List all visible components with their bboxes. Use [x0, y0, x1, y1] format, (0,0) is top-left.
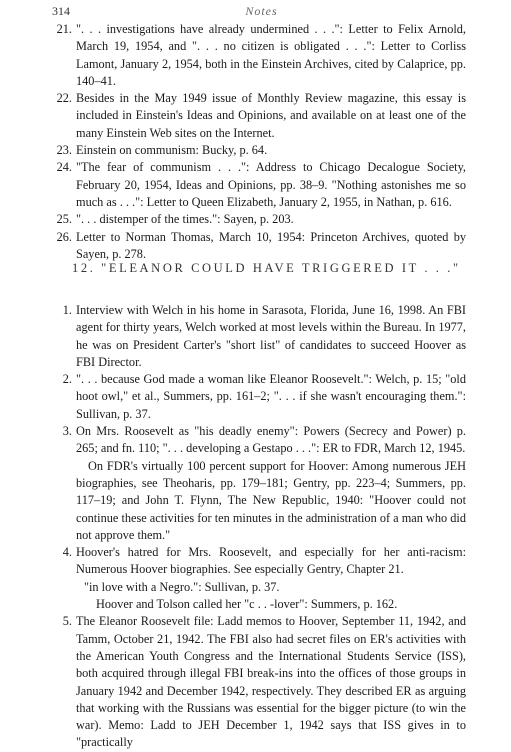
- note-text: ". . . distemper of the times.": Sayen, p. 203.: [76, 212, 294, 227]
- note-item: [52, 21, 466, 90]
- note-number: 5.: [62, 614, 72, 629]
- note-text: On Mrs. Roosevelt as "his deadly enemy": Powers (Secrecy and Power) p. 265; and fn. 110; ". . . developing a Gestapo . . .": ER to FDR, March 12, 1945.: [76, 424, 466, 456]
- note-item: [52, 613, 466, 751]
- note-text: "The fear of communism . . .": Address to Chicago Decalogue Society, February 20, 1954, Ideas and Opinions, pp. 38–9. "Nothing astonishes me so much as . . .": Letter to Queen Elizabeth, January 2, 1955, in Nathan, p. 616.: [76, 160, 466, 209]
- note-paragraph: On FDR's virtually 100 percent support for Hoover: Among numerous JEH biographies, see Theoharis, pp. 179–181; Gentry, pp. 223–4; Summers, pp. 117–19; and John T. Flynn, The New Republic, 1940: "Hoover could not continue these activities for ten minutes in the administration of a man who did not approve them.": [76, 458, 466, 542]
- running-title: Notes: [245, 4, 278, 18]
- note-text: Interview with Welch in his home in Sarasota, Florida, June 16, 1998. An FBI agent for thirty years, Welch worked at most levels within the Bureau. In 1977, he was on President Carter's "short list" of candidates to succeed Hoover as FBI Director.: [76, 303, 466, 369]
- note-item: [52, 544, 466, 613]
- note-number: 22.: [56, 91, 72, 106]
- note-text: Letter to Norman Thomas, March 10, 1954: Princeton Archives, quoted by Sayen, p. 278.: [76, 229, 466, 261]
- note-paragraph: "in love with a Negro.": Sullivan, p. 37.: [84, 579, 280, 594]
- note-item: [52, 159, 466, 211]
- note-item: [52, 211, 466, 228]
- note-number: 24.: [56, 160, 72, 175]
- note-number: 23.: [56, 143, 72, 158]
- note-item: [52, 302, 466, 371]
- note-paragraph: Hoover and Tolson called her "c . . -lover": Summers, p. 162.: [96, 597, 398, 612]
- note-item: [52, 90, 466, 142]
- notes-list-previous-chapter: [52, 21, 466, 263]
- note-number: 26.: [56, 229, 72, 244]
- note-number: 25.: [56, 212, 72, 227]
- note-number: 2.: [62, 372, 72, 387]
- note-text: ". . . investigations have already undermined . . .": Letter to Felix Arnold, March 19, 1954, and ". . . no citizen is obligated . . .": Letter to Corliss Lamont, January 2, 1954, both in the Einstein Archives, cited by Calaprice, pp. 140–41.: [76, 22, 466, 88]
- note-number: 3.: [62, 424, 72, 439]
- note-item: [52, 229, 466, 264]
- note-item: [52, 142, 466, 159]
- page-header: [52, 4, 471, 20]
- page-number: 314: [52, 4, 70, 18]
- note-number: 4.: [62, 545, 72, 560]
- note-text: Hoover's hatred for Mrs. Roosevelt, and especially for her anti-racism: Numerous Hoover biographies. See especially Gentry, Chapter 21.: [76, 545, 466, 577]
- note-text: Besides in the May 1949 issue of Monthly Review magazine, this essay is included in Einstein's Ideas and Opinions, and available on at least one of the many Einstein Web sites on the Internet.: [76, 91, 466, 140]
- note-item: [52, 371, 466, 423]
- notes-list-chapter-12: [52, 302, 466, 752]
- chapter-heading: 12. "ELEANOR COULD HAVE TRIGGERED IT . . .": [72, 261, 461, 275]
- note-number: 21.: [56, 22, 72, 36]
- note-text: ". . . because God made a woman like Eleanor Roosevelt.": Welch, p. 15; "old hoot owl," et al., Summers, pp. 161–2; ". . . if she wasn't encouraging them.": Sullivan, p. 37.: [76, 372, 466, 421]
- note-text: Einstein on communism: Bucky, p. 64.: [76, 143, 268, 158]
- note-text: The Eleanor Roosevelt file: Ladd memos to Hoover, September 11, 1942, and Tamm, October 21, 1942. The FBI also had secret files on ER's activities with the American Youth Congress and the International Students Service (ISS), both acquired through illegal FBI break-ins into the offices of those groups in January 1942 and December 1942, respectively. They described ER as arguing that working with the Russians was essential for the bigger picture (to win the war). Memo: Ladd to JEH December 1, 1942 says that ISS gives in to "practically: [76, 614, 466, 750]
- note-number: 1.: [62, 303, 72, 317]
- note-item: [52, 423, 466, 544]
